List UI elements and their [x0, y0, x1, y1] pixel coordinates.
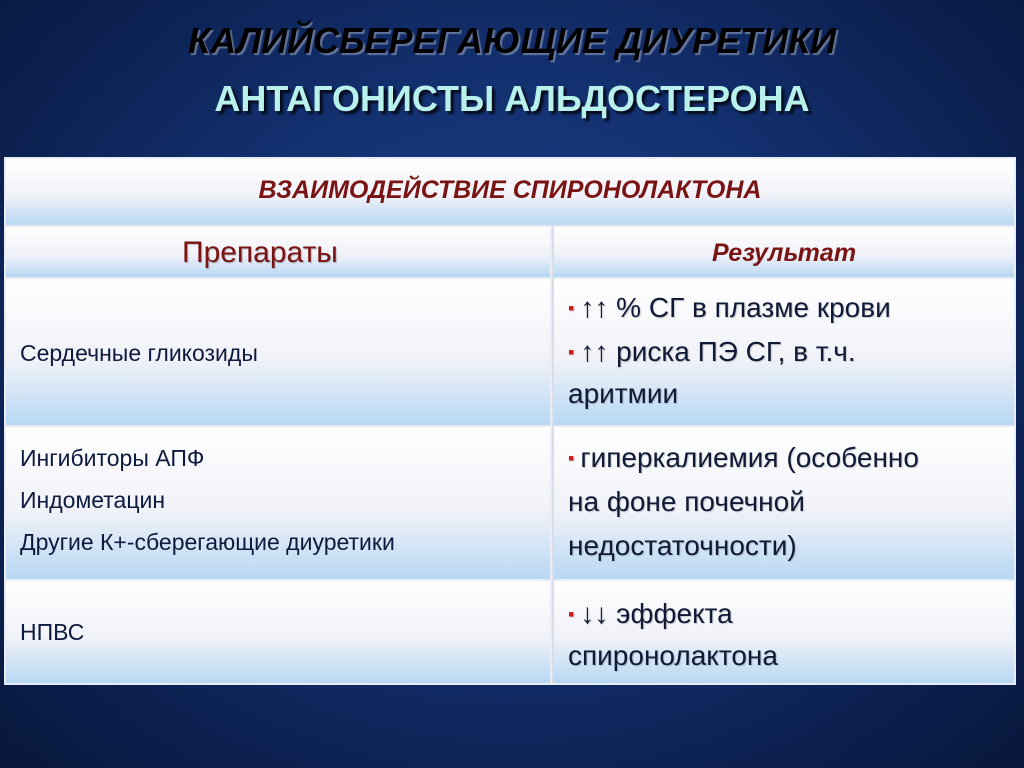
result-cell: [554, 277, 1014, 425]
drug-name: Сердечные гликозиды: [20, 340, 258, 366]
drug-name: НПВС: [20, 619, 85, 645]
square-bullet-icon: ▪: [568, 342, 575, 362]
result-line: спиронолактона: [568, 640, 778, 671]
square-bullet-icon: ▪: [568, 298, 575, 318]
column-header-result-cell: [554, 225, 1014, 277]
column-header-drugs: Препараты: [182, 236, 338, 269]
table-row: [6, 277, 1014, 425]
drug-name: Индометацин: [20, 487, 166, 513]
result-line: ▪ ↑↑ % СГ в плазме крови: [568, 292, 891, 323]
square-bullet-icon: ▪: [568, 604, 575, 624]
table-heading-cell: [6, 159, 1014, 225]
result-cell: [554, 579, 1014, 683]
table-heading: ВЗАИМОДЕЙСТВИЕ СПИРОНОЛАКТОНА: [258, 176, 762, 204]
column-header-drugs-cell: [6, 225, 552, 277]
result-cell: [554, 425, 1014, 579]
interaction-table: [4, 157, 1016, 685]
result-line: аритмии: [568, 378, 679, 409]
table-heading-row: [6, 159, 1014, 225]
result-line: недостаточности): [568, 530, 797, 561]
square-bullet-icon: ▪: [568, 448, 575, 468]
table-row: [6, 425, 1014, 579]
drug-name: Ингибиторы АПФ: [20, 445, 205, 471]
result-line: ▪ гиперкалиемия (особенно: [568, 442, 919, 473]
column-header-row: [6, 225, 1014, 277]
slide-title: КАЛИЙСБЕРЕГАЮЩИЕ ДИУРЕТИКИ: [187, 20, 837, 61]
drugs-cell: [6, 277, 552, 425]
result-line: ▪ ↓↓ эффекта: [568, 598, 733, 629]
drugs-cell: [6, 579, 552, 683]
drug-name: Другие К+-сберегающие диуретики: [20, 529, 395, 555]
result-line: на фоне почечной: [568, 486, 805, 517]
drugs-cell: [6, 425, 552, 579]
slide-subtitle: АНТАГОНИСТЫ АЛЬДОСТЕРОНА: [214, 78, 810, 119]
table-row: [6, 579, 1014, 683]
column-header-result: Результат: [711, 239, 857, 267]
result-line: ▪ ↑↑ риска ПЭ СГ, в т.ч.: [568, 336, 856, 367]
